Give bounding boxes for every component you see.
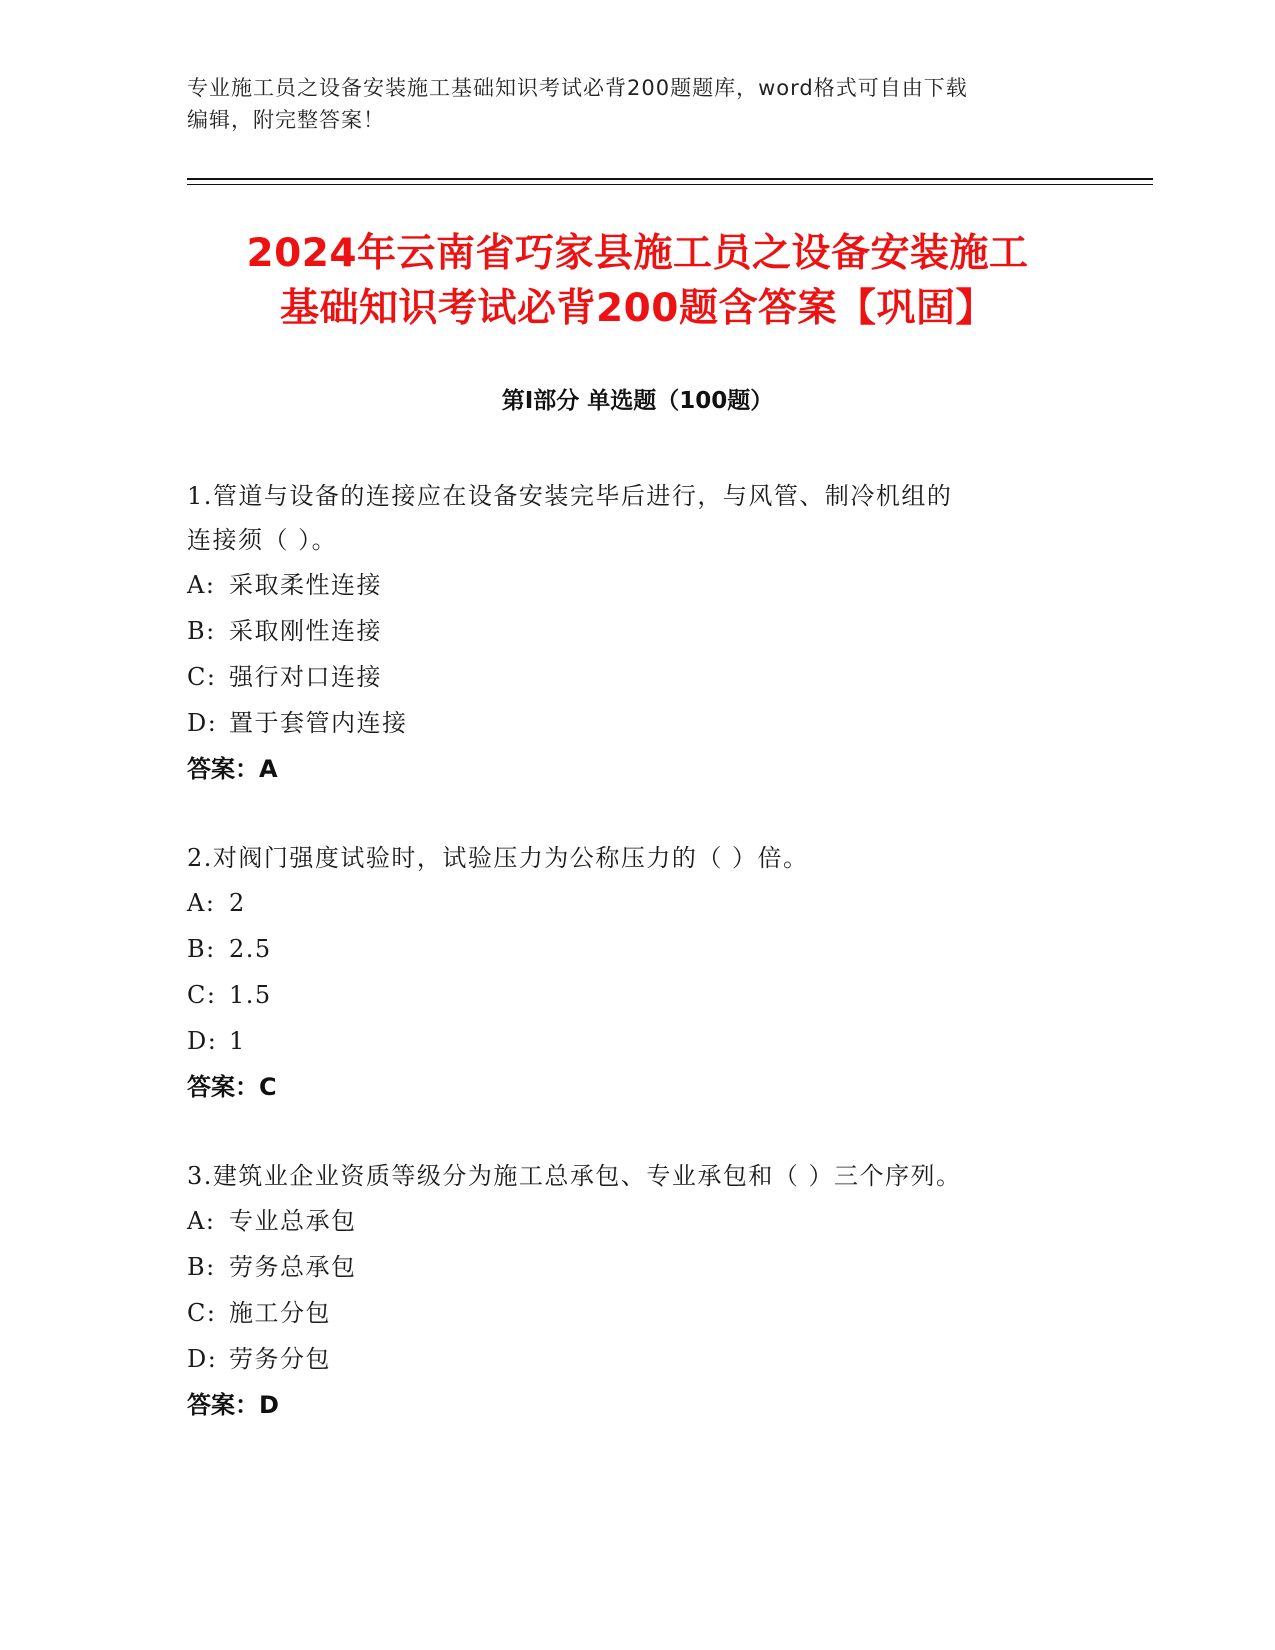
option-text: 采取柔性连接 (229, 571, 382, 599)
option-text: 强行对口连接 (229, 663, 382, 691)
option-letter: A: (187, 571, 216, 599)
question-2 (187, 836, 1087, 1110)
option-letter: C: (187, 1299, 217, 1327)
option-text: 施工分包 (229, 1299, 331, 1327)
document-title-line1: 2024年云南省巧家县施工员之设备安装施工 (246, 231, 1029, 276)
question-1 (187, 474, 1087, 792)
option-text: 劳务分包 (229, 1345, 331, 1373)
option-letter: C: (187, 663, 217, 691)
option-text: 2.5 (229, 935, 272, 963)
header-note (187, 72, 1087, 136)
option-letter: A: (187, 1207, 216, 1235)
question-stem (187, 1154, 1087, 1198)
section-heading: 第Ⅰ部分 单选题（100题） (501, 388, 774, 414)
header-divider-thick (187, 178, 1153, 180)
option-letter: B: (187, 617, 216, 645)
header-note-line1: 专业施工员之设备安装施工基础知识考试必背200题题库，word格式可自由下载 (187, 76, 968, 100)
answer: 答案：D (187, 1391, 279, 1419)
option-b (187, 608, 1087, 654)
question-stem-line1: 1.管道与设备的连接应在设备安装完毕后进行，与风管、制冷机组的 (187, 482, 953, 510)
option-d (187, 700, 1087, 746)
document-title (150, 226, 1125, 336)
question-stem-line1: 3.建筑业企业资质等级分为施工总承包、专业承包和（ ）三个序列。 (187, 1162, 962, 1190)
header-divider-thin (187, 184, 1153, 185)
option-letter: A: (187, 889, 216, 917)
option-letter: C: (187, 981, 217, 1009)
question-stem-line2: 连接须（ ）。 (187, 526, 338, 554)
question-stem (187, 836, 1087, 880)
option-text: 置于套管内连接 (229, 709, 408, 737)
answer: 答案：A (187, 755, 278, 783)
option-a (187, 562, 1087, 608)
option-text: 采取刚性连接 (229, 617, 382, 645)
option-c (187, 654, 1087, 700)
option-letter: D: (187, 1027, 218, 1055)
question-stem (187, 474, 1087, 562)
option-a (187, 880, 1087, 926)
question-3 (187, 1154, 1087, 1428)
answer: 答案：C (187, 1073, 277, 1101)
document-title-line2: 基础知识考试必背200题含答案【巩固】 (280, 286, 995, 331)
option-c (187, 1290, 1087, 1336)
option-letter: D: (187, 1345, 218, 1373)
option-d (187, 1336, 1087, 1382)
option-text: 1 (229, 1027, 246, 1055)
header-note-line2: 编辑，附完整答案！ (187, 108, 385, 132)
option-c (187, 972, 1087, 1018)
question-stem-line1: 2.对阀门强度试验时，试验压力为公称压力的（ ）倍。 (187, 844, 809, 872)
option-b (187, 1244, 1087, 1290)
option-d (187, 1018, 1087, 1064)
option-letter: B: (187, 935, 216, 963)
option-letter: D: (187, 709, 218, 737)
option-a (187, 1198, 1087, 1244)
option-text: 2 (229, 889, 246, 917)
option-text: 1.5 (229, 981, 272, 1009)
option-b (187, 926, 1087, 972)
option-text: 专业总承包 (229, 1207, 357, 1235)
option-letter: B: (187, 1253, 216, 1281)
option-text: 劳务总承包 (229, 1253, 357, 1281)
